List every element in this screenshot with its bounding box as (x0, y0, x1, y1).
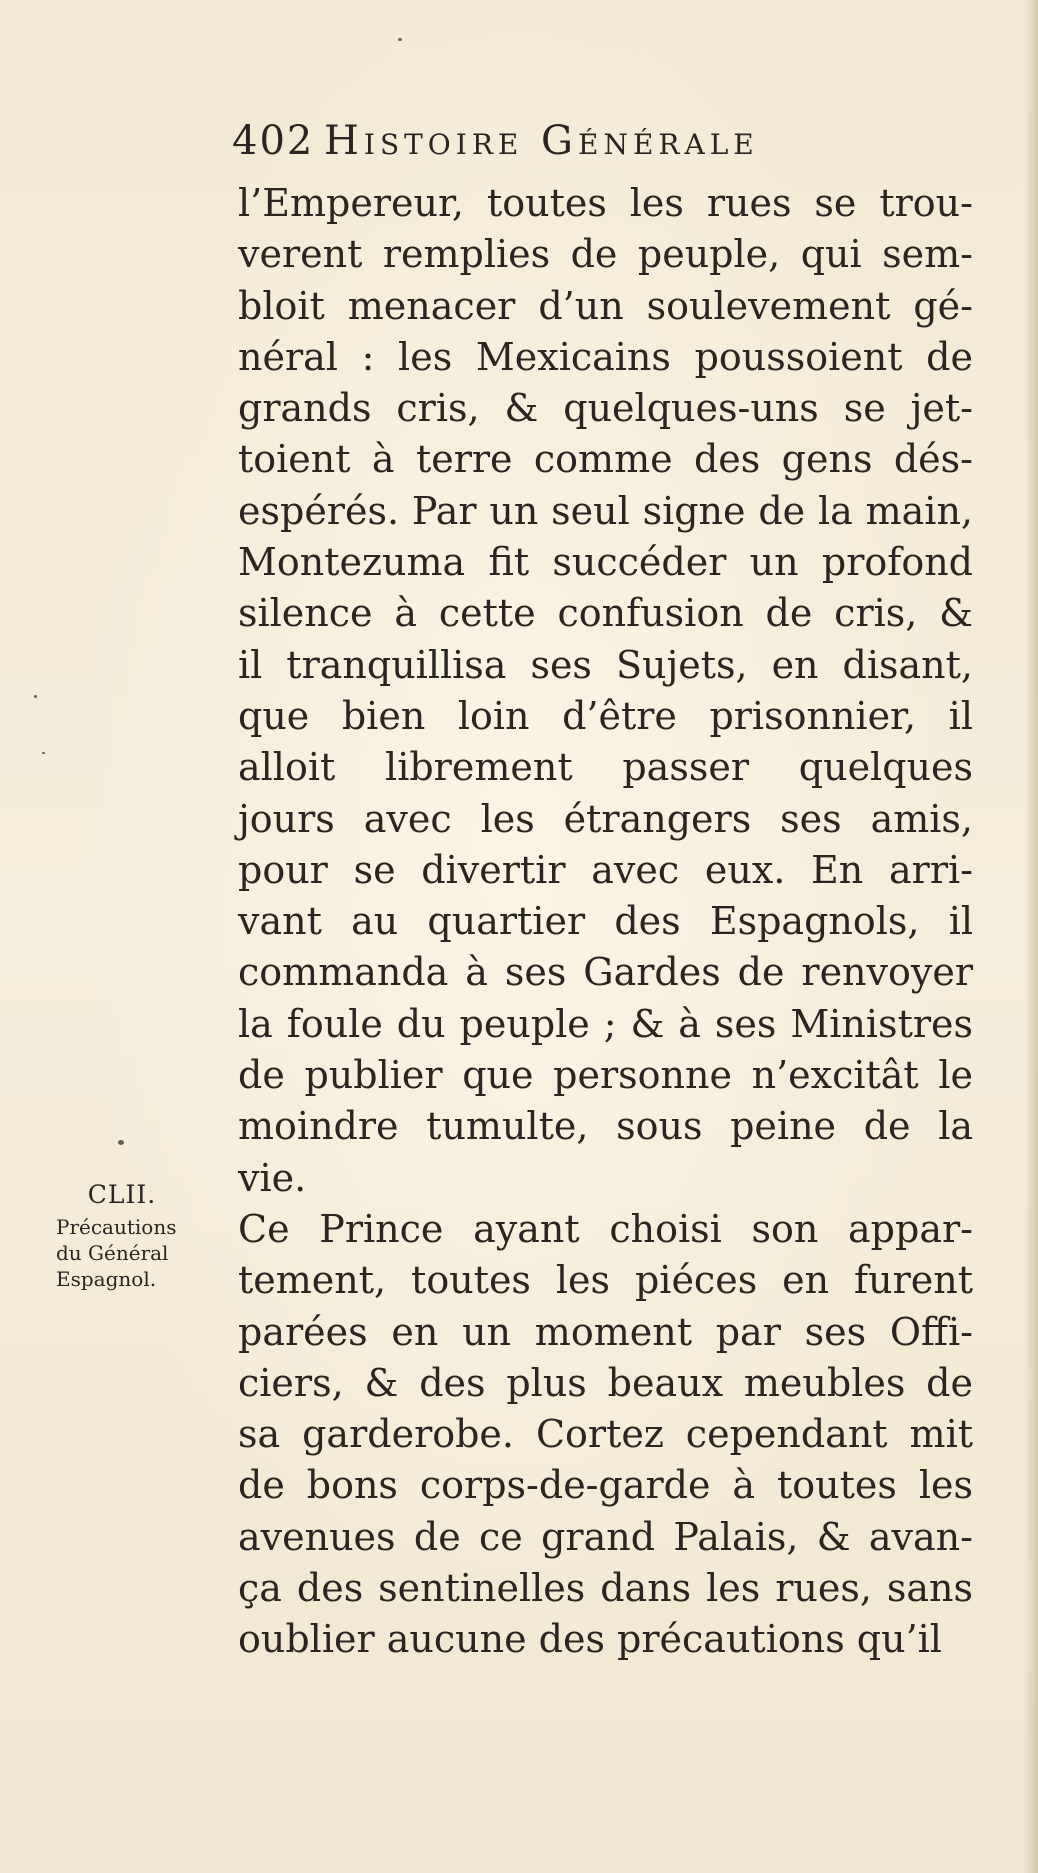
ink-speck (42, 752, 45, 754)
text-line: alloit librement passer quelques (238, 745, 973, 790)
text-line: néral : les Mexicains poussoient de (238, 334, 973, 379)
text-line: vant au quartier des Espagnols, il (238, 899, 973, 944)
body-text (238, 178, 973, 1666)
text-line: la foule du peuple ; & à ses Ministres (238, 1001, 973, 1046)
text-line: grands cris, & quelques-uns se jet- (238, 386, 973, 431)
text-line: de bons corps-de-garde à toutes les (238, 1463, 973, 1508)
margin-note-line: du Général (56, 1241, 169, 1265)
text-line: ça des sentinelles dans les rues, sans (238, 1566, 973, 1611)
margin-note-line: Espagnol. (56, 1267, 157, 1291)
text-line: oublier aucune des précautions qu’il (238, 1617, 942, 1662)
ink-speck (34, 695, 37, 698)
margin-note (56, 1182, 236, 1292)
margin-note-number: CLII. (87, 1180, 157, 1209)
text-line: vie. (238, 1155, 307, 1200)
text-line: verent remplies de peuple, qui sem- (238, 232, 973, 277)
text-line: bloit menacer d’un soulevement gé- (238, 283, 973, 328)
page-number: 402 (232, 118, 315, 164)
text-line: toient à terre comme des gens dés- (238, 437, 973, 482)
text-line: avenues de ce grand Palais, & avan- (238, 1514, 973, 1559)
text-line: Ce Prince ayant choisi son appar- (238, 1206, 973, 1251)
text-line: moindre tumulte, sous peine de la (238, 1104, 973, 1149)
ink-speck (118, 1140, 124, 1145)
text-line: silence à cette confusion de cris, & (238, 591, 973, 636)
text-line: jours avec les étrangers ses amis, (238, 796, 973, 841)
text-line: parées en un moment par ses Offi- (238, 1309, 973, 1354)
text-line: il tranquillisa ses Sujets, en disant, (238, 642, 973, 687)
text-line: commanda à ses Gardes de renvoyer (238, 950, 973, 995)
text-line: ciers, & des plus beaux meubles de (238, 1360, 973, 1405)
text-line: pour se divertir avec eux. En arri- (238, 847, 973, 892)
page-edge-shadow (1024, 0, 1038, 1873)
text-line: l’Empereur, toutes les rues se trou- (238, 181, 973, 225)
text-line: Montezuma fit succéder un profond (238, 540, 973, 585)
text-line: que bien loin d’être prisonnier, il (238, 693, 973, 738)
page-header (232, 118, 952, 178)
text-line: de publier que personne n’excitât le (238, 1053, 973, 1098)
text-line: espérés. Par un seul signe de la main, (238, 488, 973, 533)
margin-note-line: Précautions (56, 1215, 177, 1239)
ink-speck (398, 38, 402, 41)
text-line: tement, toutes les piéces en furent (238, 1258, 973, 1303)
running-title: Histoire Générale (324, 118, 759, 164)
text-line: sa garderobe. Cortez cependant mit (238, 1412, 973, 1457)
